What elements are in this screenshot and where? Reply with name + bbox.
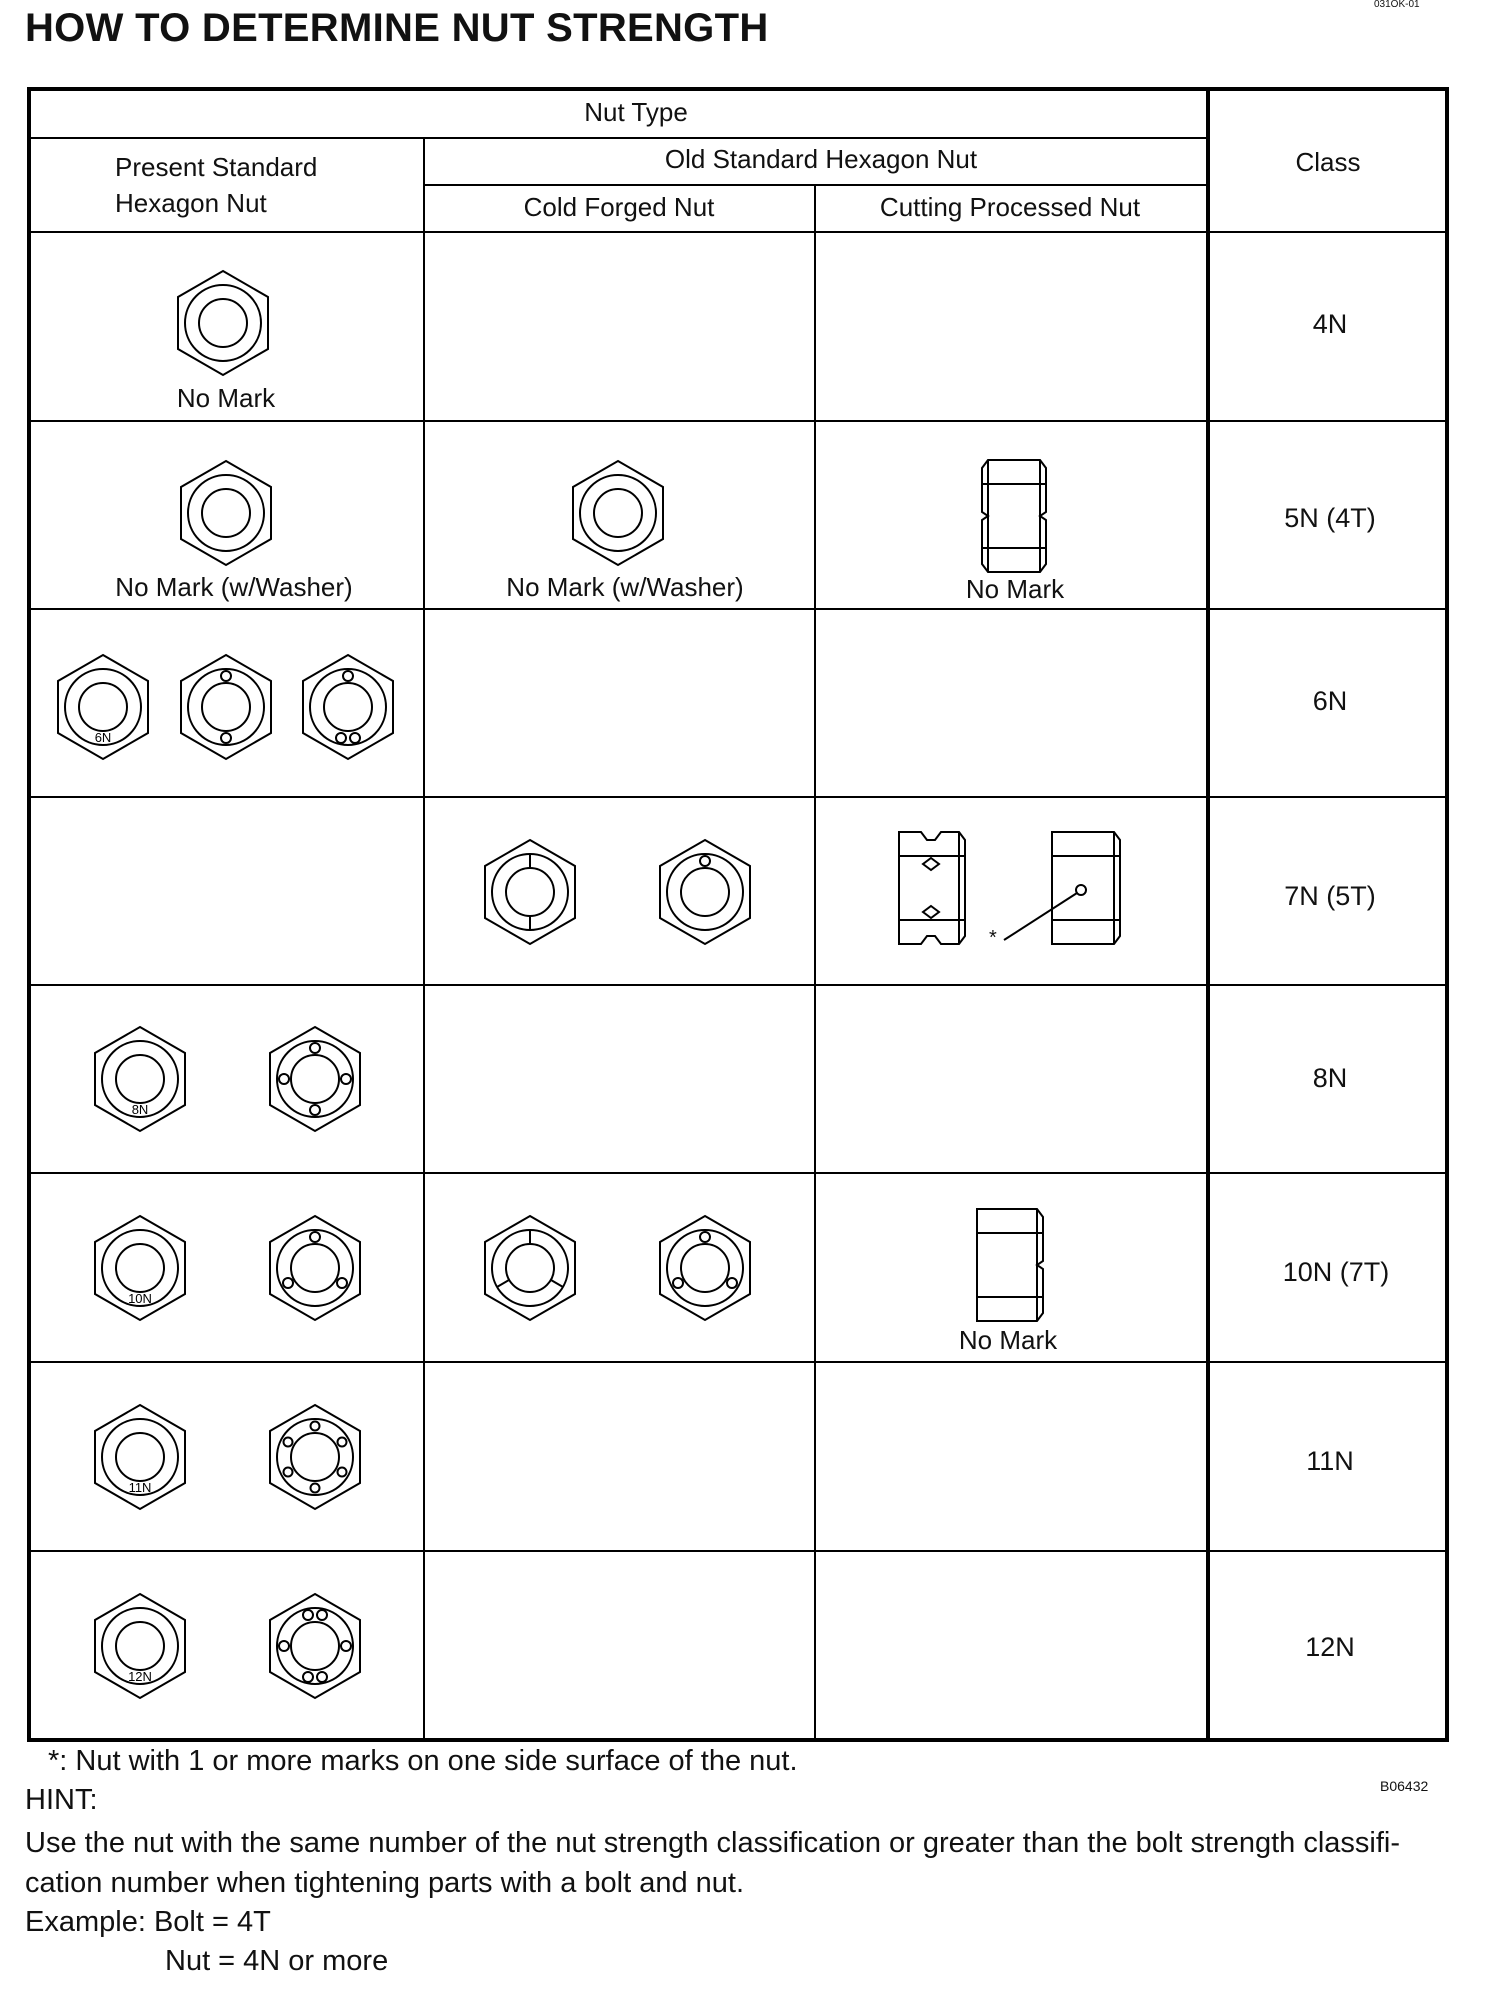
- asterisk-callout: *: [989, 927, 997, 949]
- nut-10n-three-dots: [263, 1210, 367, 1326]
- nut-12n-numeral-text: 12N: [128, 1669, 152, 1684]
- nut-8n-four-dots: [263, 1021, 367, 1137]
- header-class: Class: [1295, 147, 1361, 177]
- label-10n-cutting: No Mark: [958, 1325, 1058, 1355]
- class-4n: 4N: [1312, 309, 1348, 339]
- class-12n: 12N: [1305, 1632, 1355, 1662]
- nut-10n-cold-three-lines: [478, 1210, 582, 1326]
- nut-6n-numeral-text: 6N: [94, 730, 112, 745]
- label-4n-present: No Mark: [176, 383, 276, 413]
- hint-line-2: cation number when tightening parts with a bolt and nut.: [25, 1867, 745, 1899]
- figure-id: B06432: [1380, 1778, 1429, 1794]
- header-old-standard: Old Standard Hexagon Nut: [664, 144, 978, 174]
- nut-7n-cold-one-dot: [653, 834, 757, 950]
- nut-5n-cutting-side: [976, 456, 1052, 576]
- nut-10n-numeral: [88, 1210, 192, 1326]
- nut-10n-cold-three-dots: [653, 1210, 757, 1326]
- nut-7n-cold-two-lines: [478, 834, 582, 950]
- footnote: *: Nut with 1 or more marks on one side surface of the nut.: [48, 1745, 798, 1777]
- class-11n: 11N: [1306, 1446, 1354, 1476]
- nut-5n-cold-washer: [566, 455, 670, 571]
- label-5n-cold: No Mark (w/Washer): [506, 572, 744, 602]
- hint-example-nut: Nut = 4N or more: [165, 1945, 389, 1977]
- page-title: HOW TO DETERMINE NUT STRENGTH: [25, 6, 769, 50]
- class-8n: 8N: [1312, 1063, 1348, 1093]
- hint-heading: HINT:: [25, 1784, 98, 1816]
- document-id: 031OK-01: [1374, 0, 1420, 10]
- header-cold-forged: Cold Forged Nut: [523, 192, 715, 222]
- nut-4n-no-mark: [171, 265, 275, 381]
- class-7n: 7N (5T): [1284, 881, 1376, 911]
- nut-11n-six-dots: [263, 1399, 367, 1515]
- class-6n: 6N: [1312, 686, 1348, 716]
- hint-example-bolt: Example: Bolt = 4T: [25, 1906, 271, 1938]
- class-5n: 5N (4T): [1284, 503, 1376, 533]
- nut-8n-numeral-text: 8N: [131, 1102, 149, 1117]
- header-present-standard-line1: Present Standard: [115, 152, 318, 182]
- nut-7n-cutting-side-dot: [994, 828, 1134, 952]
- header-cutting-processed: Cutting Processed Nut: [879, 192, 1141, 222]
- nut-10n-numeral-text: 10N: [128, 1291, 152, 1306]
- nut-11n-numeral: [88, 1399, 192, 1515]
- nut-5n-present-washer: [174, 455, 278, 571]
- nut-7n-cutting-diamond-marks: [893, 828, 969, 948]
- nut-11n-numeral-text: 11N: [128, 1480, 152, 1495]
- nut-6n-two-dots: [174, 649, 278, 765]
- nut-10n-cutting-side: [973, 1205, 1049, 1325]
- nut-6n-numeral: [51, 649, 155, 765]
- nut-12n-numeral: [88, 1588, 192, 1704]
- class-10n: 10N (7T): [1282, 1257, 1390, 1287]
- label-5n-present: No Mark (w/Washer): [115, 572, 353, 602]
- header-nut-type: Nut Type: [584, 97, 688, 127]
- hint-line-1: Use the nut with the same number of the nut strength classification or greater than the bolt strength classifi-: [25, 1827, 1400, 1859]
- header-present-standard-line2: Hexagon Nut: [115, 188, 267, 218]
- nut-8n-numeral: [88, 1021, 192, 1137]
- nut-12n-six-dots: [263, 1588, 367, 1704]
- nut-6n-three-dots: [296, 649, 400, 765]
- label-5n-cutting: No Mark: [965, 574, 1065, 604]
